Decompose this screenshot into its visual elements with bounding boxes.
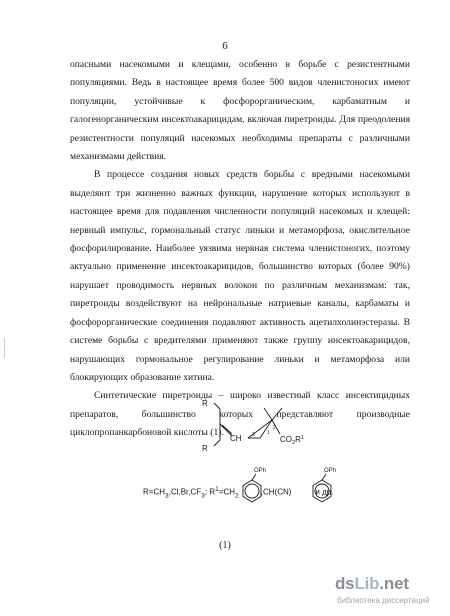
equation-number: (1) — [219, 540, 231, 551]
ring-num-1: 1 — [267, 430, 270, 436]
oph-label-2: OPh — [324, 468, 337, 474]
body-text — [70, 56, 410, 443]
paragraph-1: опасными насекомыми и клещами, особенно в борьбе с резистентными популяциями. Ведь в настоящее время более 500 видов членистоногих имеют популяции, устойчивые к фосфорорганическим, карбаматным и галогенорганическим инсектоакарицидам, включая пиретроиды. Для преодоления резистентности популяций насекомых необходимы препараты с различными механизмами действия. — [70, 59, 410, 163]
watermark-subtitle: библиотека диссертаций — [337, 596, 430, 605]
ring-num-2: 2 — [273, 425, 276, 431]
watermark-logo: dsLib.net — [335, 574, 409, 593]
page-number: 6 — [222, 40, 228, 52]
r-bottom-label: R — [202, 444, 208, 453]
ester-label: $CO_2R^1$ — [280, 435, 304, 446]
paragraph-3: Синтетические пиретроиды – широко известный класс инсектицидных препаратов, большинство которых представляют производные циклопропанкарбоновой кислоты (1). — [70, 390, 410, 439]
oph-label-1: OPh — [254, 468, 267, 474]
watermark — [335, 574, 447, 612]
ring-num-3: 3 — [252, 432, 255, 438]
pyrethroid-structure — [140, 396, 380, 546]
substituent-definition: $R=CH_3,Cl,Br,CF_3$; $R^1=CH_2$ ,CH(CN) и др. — [143, 486, 334, 500]
binding-mark — [4, 338, 9, 358]
r-top-label: R — [202, 399, 208, 408]
ch-label: CH — [230, 434, 242, 443]
paragraph-2: В процессе создания новых средств борьбы с вредными насекомыми выделяют три жизненно важных функции, нарушение которых используют в настоящее время для подавления численности популяций насекомых и клещей: нервный импульс, гормональный статус линьки и метаморфоза, окислительное фосфорилирование. Наиболее уязвима нервная система членистоногих, поэтому актуально применение инсектоакарицидов, большинство которых (более 90%) нарушает проводимость нервных волокон по различным механизмам: так, пиретроиды воздействуют на нейрональные натриевые каналы, карбаматы и фосфорорганические соединения подавляют активность ацетилхолинэстеразы. В системе борьбы с вредителями применяют также группу инсектоакарицидов, нарушающих гормональное регулирование линьки и метаморфоза или блокирующих образование хитина. — [70, 169, 410, 383]
